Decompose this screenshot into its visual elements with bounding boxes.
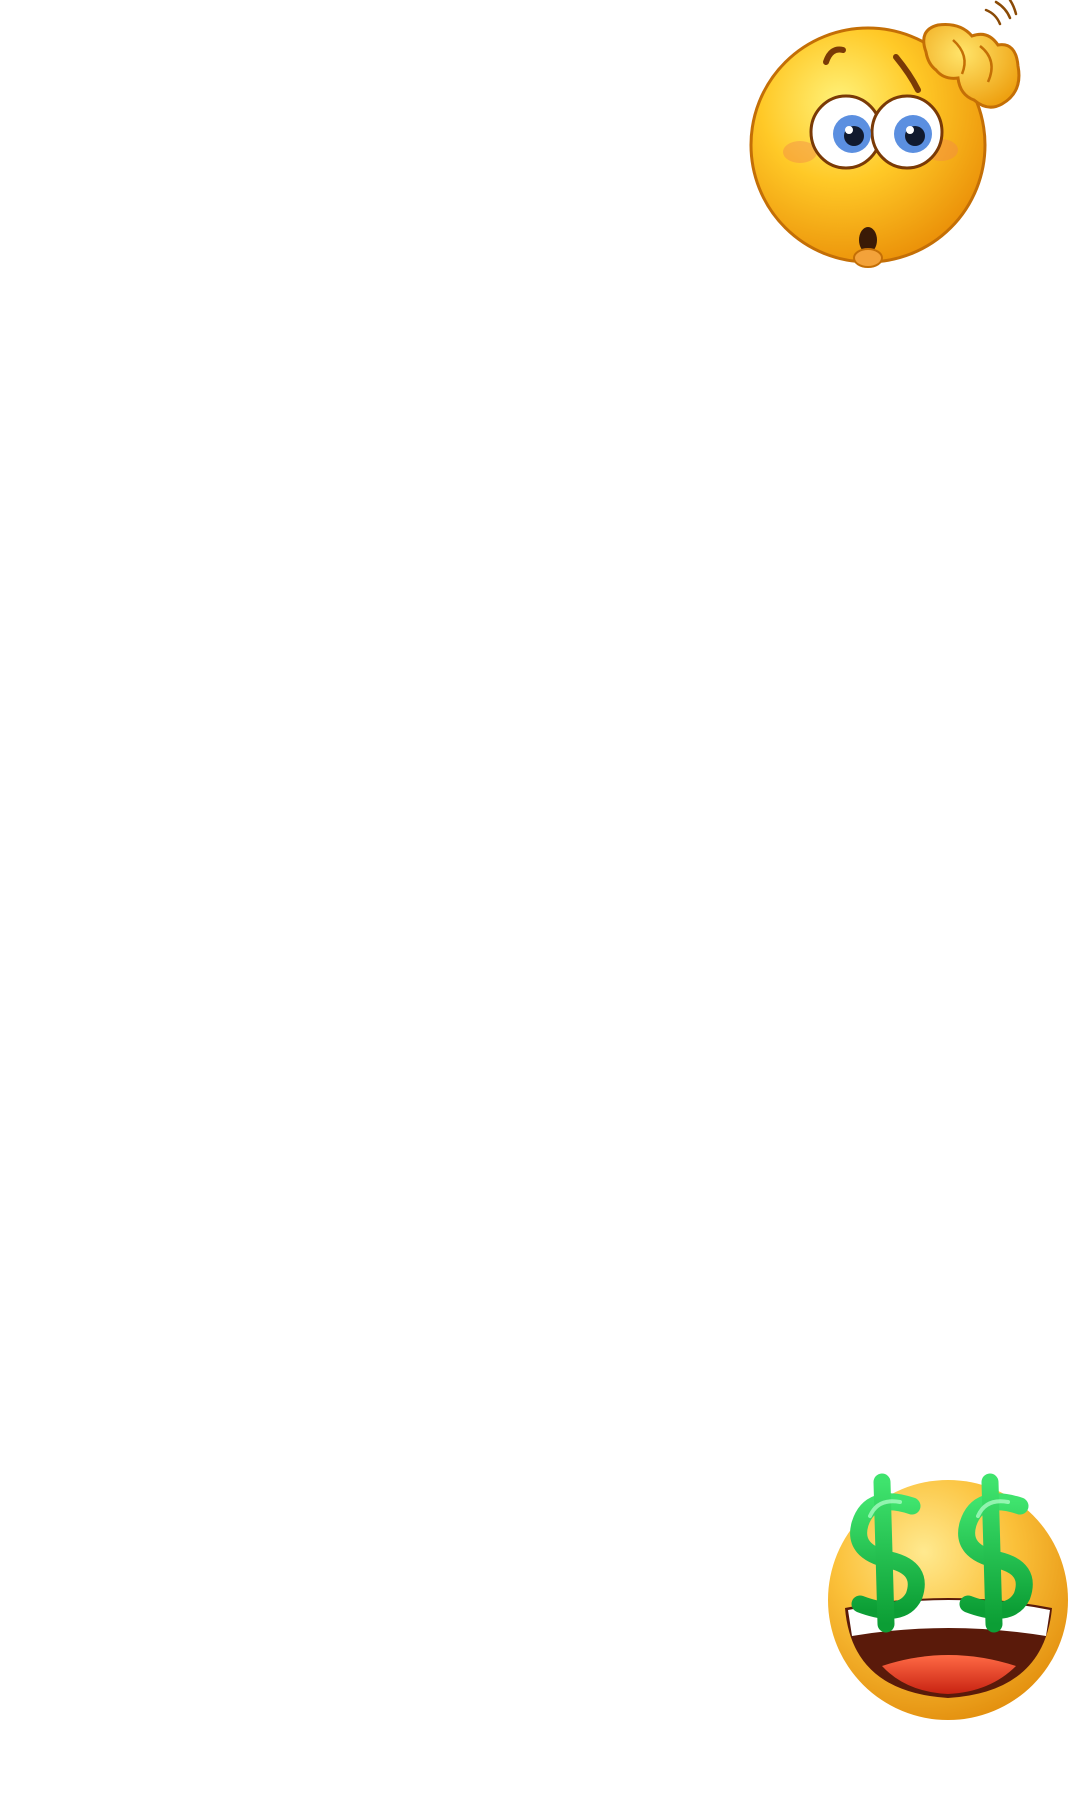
money-mouth-dollar-eyes-icon bbox=[820, 1460, 1070, 1722]
confused-face-scratching-head-icon bbox=[748, 0, 1048, 275]
confused-face-sticker bbox=[748, 0, 1048, 275]
money-eyes-face-sticker bbox=[820, 1460, 1070, 1722]
